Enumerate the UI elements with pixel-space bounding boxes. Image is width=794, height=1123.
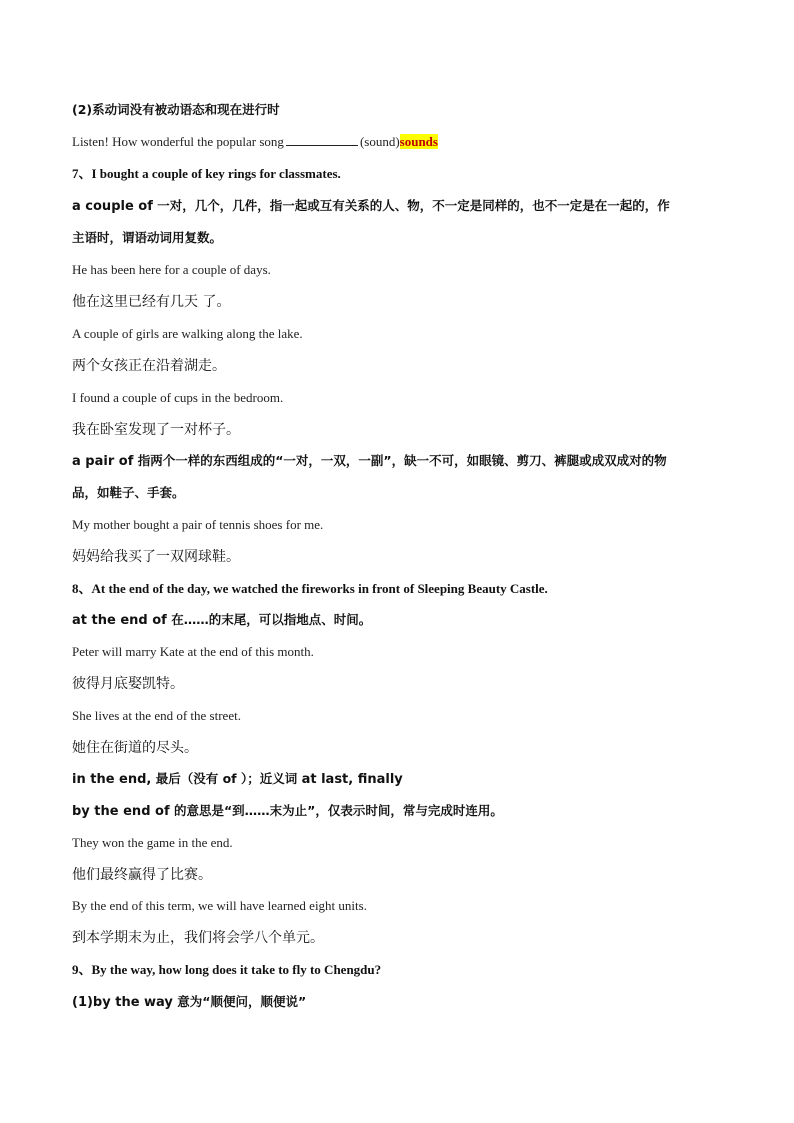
example-zh	[72, 292, 732, 312]
a-couple-of-definition	[72, 196, 732, 217]
phrase-term: by the end of	[72, 804, 170, 819]
example-en	[72, 706, 732, 726]
definition-text: 主语时，谓语动词用复数。	[72, 230, 223, 245]
translation-text: 到本学期末为止，我们将会学八个单元。	[72, 930, 324, 946]
translation-text: 妈妈给我买了一双网球鞋。	[72, 549, 240, 565]
answer-blank	[286, 133, 358, 146]
example-text: He has been here for a couple of days.	[72, 262, 271, 277]
a-pair-of-definition	[72, 451, 732, 472]
example-en	[72, 388, 732, 408]
example-text: I found a couple of cups in the bedroom.	[72, 390, 284, 405]
example-text: Peter will marry Kate at the end of this month.	[72, 644, 314, 659]
example-text: A couple of girls are walking along the lake.	[72, 326, 303, 341]
definition-text: 最后（没有 of ）；近义词	[155, 771, 298, 786]
definition-text: 的意思是“到……末为止”，仅表示时间，常与完成时连用。	[173, 803, 503, 818]
example-zh	[72, 674, 732, 694]
at-the-end-of-definition	[72, 610, 732, 631]
example-zh	[72, 928, 732, 948]
synonym-text: at last, finally	[301, 772, 403, 787]
answer-highlight: sounds	[399, 134, 438, 149]
phrase-term: a pair of	[72, 454, 134, 469]
exercise-sentence	[72, 132, 732, 152]
heading-text: (2)系动词没有被动语态和现在进行时	[72, 102, 280, 117]
translation-text: 他们最终赢得了比赛。	[72, 867, 212, 883]
example-text: She lives at the end of the street.	[72, 708, 241, 723]
example-en	[72, 515, 732, 535]
item-8-heading	[72, 579, 732, 599]
definition-text: 一对，几个，几件，指一起或互有关系的人、物，不一定是同样的，也不一定是在一起的，作	[157, 198, 670, 213]
translation-text: 他在这里已经有几天 了。	[72, 294, 231, 310]
example-text: By the end of this term, we will have learned eight units.	[72, 898, 367, 913]
definition-continued	[72, 483, 732, 503]
definition-text: 在……的末尾，可以指地点、时间。	[171, 612, 372, 627]
section-heading-2	[72, 100, 732, 120]
definition-text: 品，如鞋子、手套。	[72, 485, 185, 500]
translation-text: 她住在街道的尽头。	[72, 740, 198, 756]
example-text: They won the game in the end.	[72, 835, 233, 850]
in-the-end-definition	[72, 769, 732, 790]
phrase-term: (1)by the way	[72, 995, 173, 1010]
translation-text: 我在卧室发现了一对杯子。	[72, 422, 240, 438]
example-zh	[72, 356, 732, 376]
example-text: My mother bought a pair of tennis shoes for me.	[72, 517, 324, 532]
translation-text: 彼得月底娶凯特。	[72, 676, 184, 692]
example-en	[72, 324, 732, 344]
example-zh	[72, 738, 732, 758]
item-8-text: 8、At the end of the day, we watched the fireworks in front of Sleeping Beauty Castle.	[72, 581, 548, 596]
by-the-way-definition	[72, 992, 732, 1013]
definition-continued	[72, 228, 732, 248]
hint-text: (sound)	[359, 134, 400, 149]
example-zh	[72, 547, 732, 567]
item-7-text: 7、I bought a couple of key rings for classmates.	[72, 166, 341, 181]
example-zh	[72, 865, 732, 885]
sentence-text: Listen! How wonderful the popular song	[72, 134, 284, 149]
example-en	[72, 260, 732, 280]
phrase-term: in the end,	[72, 772, 152, 787]
definition-text: 指两个一样的东西组成的“一对，一双，一副”，缺一不可，如眼镜、剪刀、裤腿或成双成对的物	[137, 453, 667, 468]
example-en	[72, 833, 732, 853]
item-7-heading	[72, 164, 732, 184]
definition-text: 意为“顺便问，顺便说”	[177, 994, 307, 1009]
phrase-term: a couple of	[72, 199, 153, 214]
example-en	[72, 896, 732, 916]
example-en	[72, 642, 732, 662]
example-zh	[72, 420, 732, 440]
translation-text: 两个女孩正在沿着湖走。	[72, 358, 226, 374]
phrase-term: at the end of	[72, 613, 167, 628]
item-9-text: 9、By the way, how long does it take to fly to Chengdu?	[72, 962, 382, 977]
by-the-end-of-definition	[72, 801, 732, 822]
item-9-heading	[72, 960, 732, 980]
